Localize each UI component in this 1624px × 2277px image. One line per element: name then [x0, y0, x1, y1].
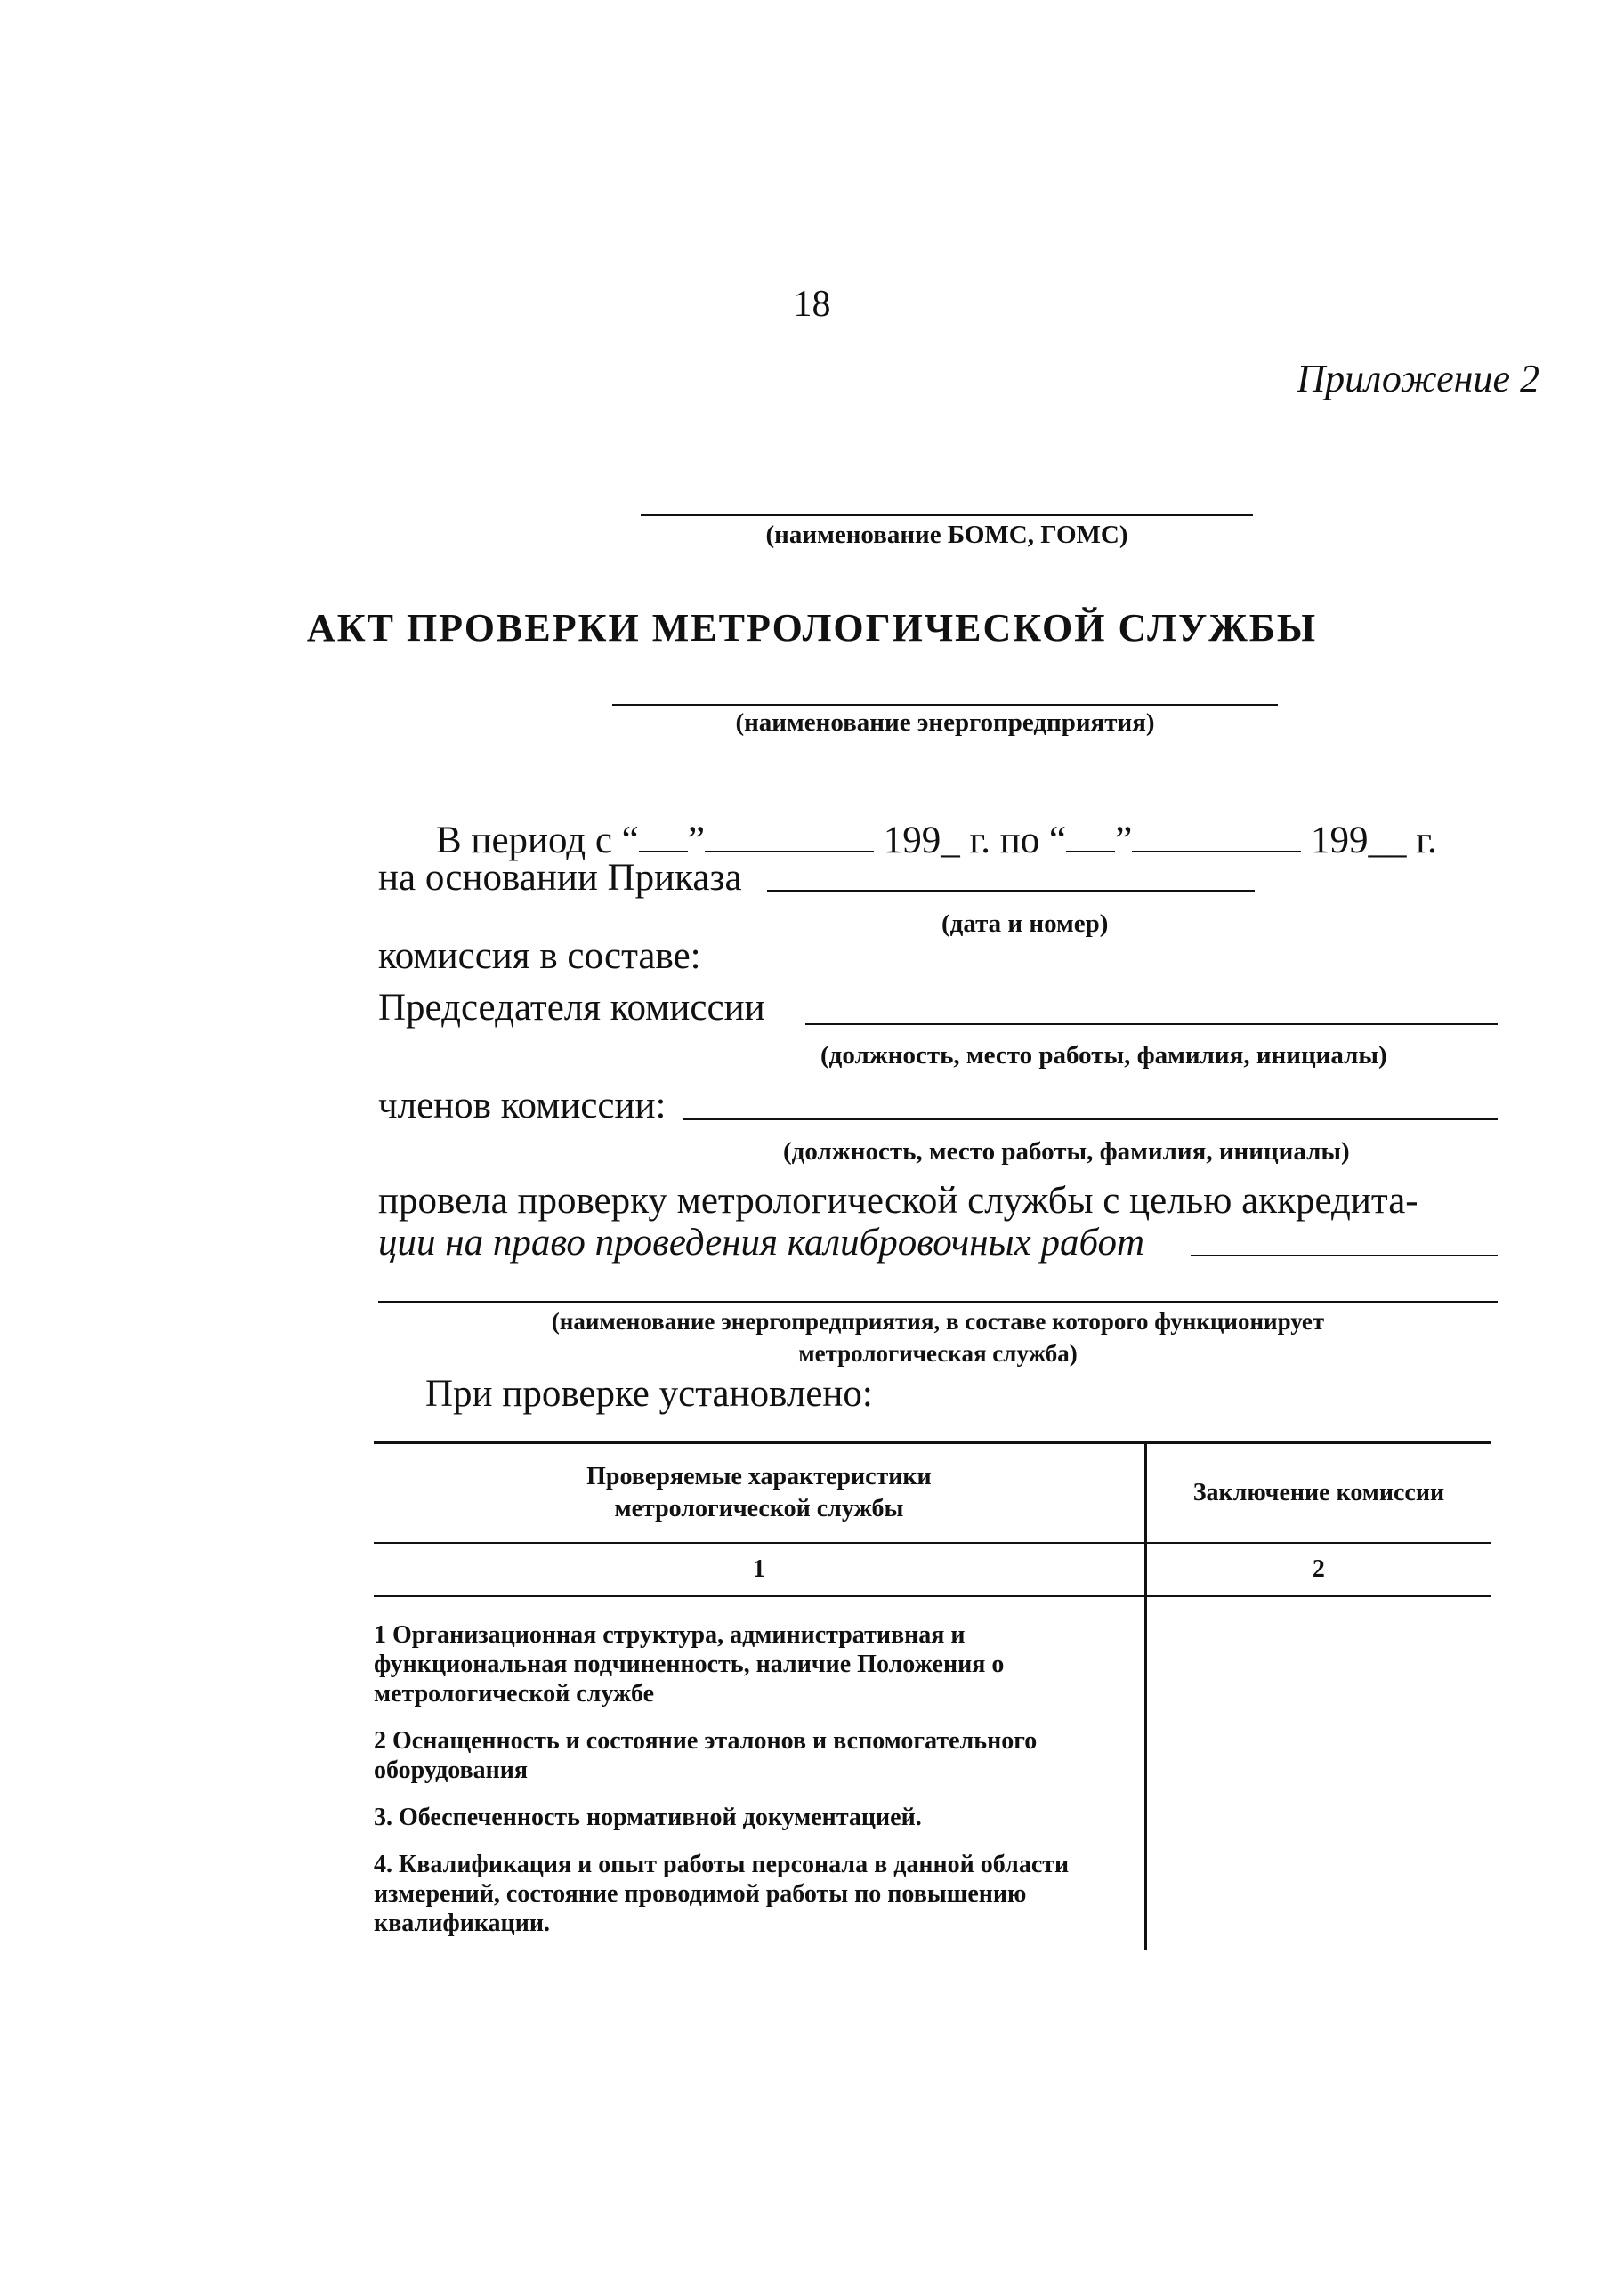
period-to-month-blank — [1132, 820, 1301, 852]
org-name-caption: (наименование БОМС, ГОМС) — [765, 521, 1128, 549]
period-to-close-quote: ” — [1115, 820, 1133, 861]
col1-header — [374, 1443, 1145, 1544]
purpose-line-2: ции на право проведения калибровочных работ — [378, 1222, 1145, 1264]
commission-label: комиссия в составе: — [378, 935, 701, 977]
period-to-year: 199__ г. — [1310, 820, 1437, 861]
period-from-close-quote: ” — [687, 820, 705, 861]
purpose-blank-line — [1191, 1255, 1498, 1256]
chair-blank-line — [805, 1023, 1498, 1025]
members-label: членов комиссии: — [378, 1085, 667, 1126]
org-name-line — [641, 514, 1253, 516]
table-number-row — [374, 1543, 1491, 1596]
enterprise-name-line — [612, 704, 1278, 706]
list-item: 3. Обеспеченность нормативной документацией. — [374, 1804, 922, 1831]
members-caption: (должность, место работы, фамилия, инициалы) — [783, 1137, 1350, 1166]
period-to-open-quote: “ — [1049, 820, 1067, 861]
period-from-day-blank — [639, 820, 688, 852]
enterprise-full-caption-2: метрологическая служба) — [798, 1340, 1078, 1367]
chair-caption: (должность, место работы, фамилия, инициалы) — [820, 1041, 1387, 1070]
col2-header: Заключение комиссии — [1145, 1443, 1491, 1544]
list-item: 4. Квалификация и опыт работы персонала в данной области измерений, состояние проводимой работы по повышению квалификации. — [374, 1851, 1070, 1937]
list-item: 2 Оснащенность и состояние эталонов и вспомогательного оборудования — [374, 1727, 1038, 1784]
findings-table — [374, 1441, 1491, 1950]
period-from-year: 199_ г. — [883, 820, 990, 861]
period-to-day-blank — [1066, 820, 1115, 852]
col1-header-line-2: метрологической службы — [614, 1495, 904, 1522]
table-cell-conclusion — [1145, 1596, 1491, 1950]
enterprise-name-caption: (наименование энергопредприятия) — [735, 708, 1155, 737]
col1-header-line-1: Проверяемые характеристики — [586, 1463, 932, 1490]
enterprise-full-caption-1: (наименование энергопредприятия, в составе которого функционирует — [551, 1308, 1325, 1335]
members-blank-line — [683, 1118, 1498, 1120]
order-caption: (дата и номер) — [941, 909, 1109, 938]
period-from-month-blank — [705, 820, 874, 852]
period-from-open-quote: “ — [621, 820, 639, 861]
appendix-label: Приложение 2 — [1297, 357, 1539, 400]
page-number: 18 — [793, 284, 831, 325]
table-row — [374, 1596, 1491, 1950]
list-item: 1 Организационная структура, административная и функциональная подчиненность, наличие Положения о метрологической службе — [374, 1621, 1005, 1708]
findings-label: При проверке установлено: — [425, 1373, 873, 1415]
enterprise-full-line — [378, 1301, 1498, 1303]
col2-number: 2 — [1145, 1543, 1491, 1596]
document-title: АКТ ПРОВЕРКИ МЕТРОЛОГИЧЕСКОЙ СЛУЖБЫ — [306, 606, 1318, 650]
period-to-label: по — [999, 820, 1040, 861]
table-header-row — [374, 1443, 1491, 1544]
order-blank-line — [767, 890, 1255, 892]
order-label: на основании Приказа — [378, 857, 742, 899]
col1-number: 1 — [374, 1543, 1145, 1596]
chair-label: Председателя комиссии — [378, 987, 765, 1029]
period-prefix: В период с — [436, 820, 613, 861]
table-cell-characteristics — [374, 1596, 1145, 1950]
purpose-line-1: провела проверку метрологической службы с целью аккредита- — [378, 1180, 1418, 1222]
